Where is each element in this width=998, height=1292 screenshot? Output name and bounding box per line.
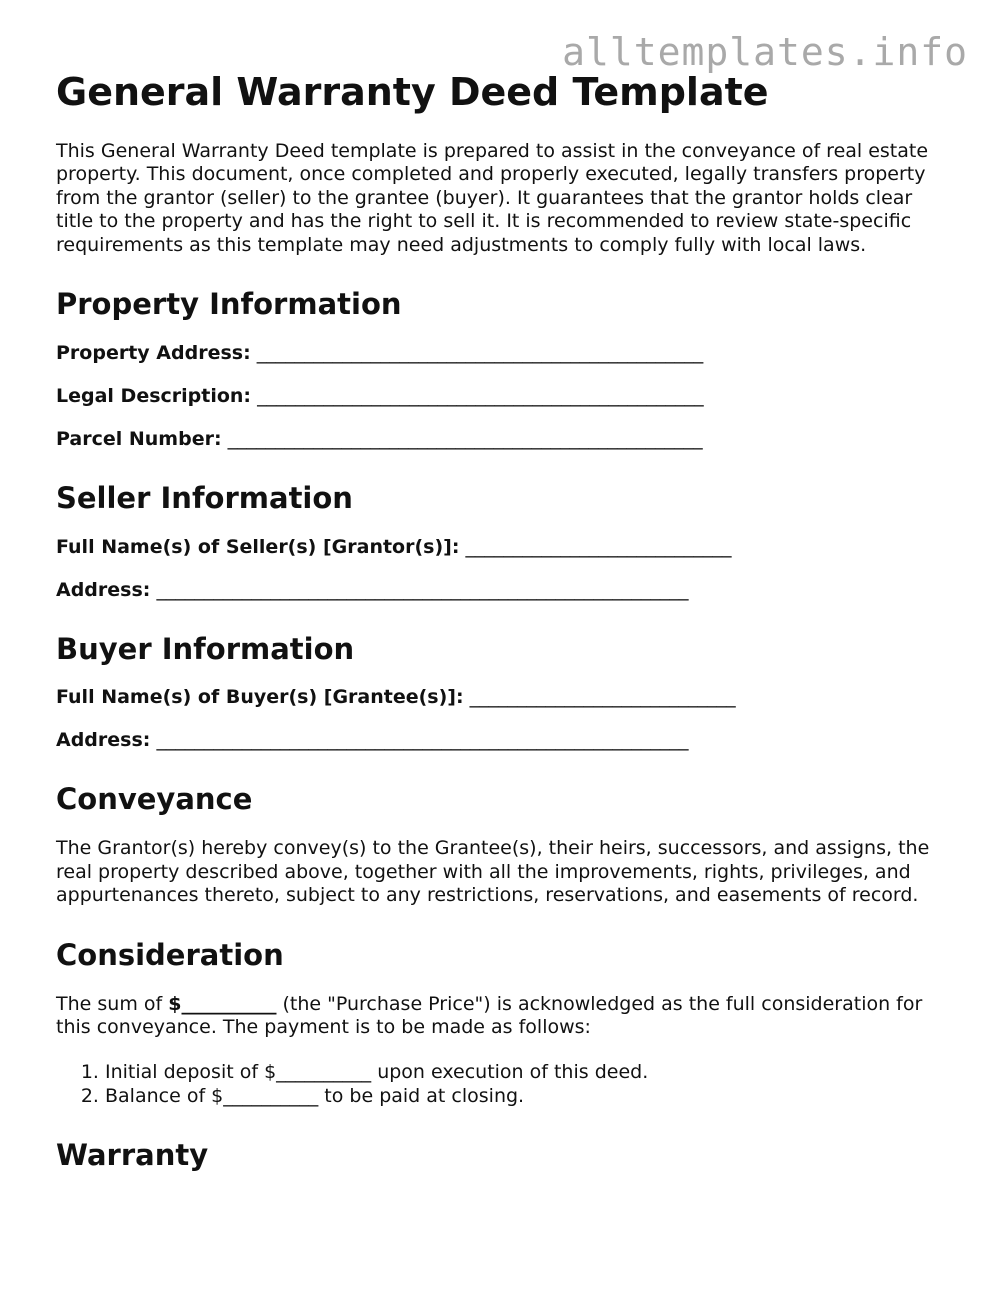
buyer-address-blank[interactable]: ________________________________________________________ <box>156 729 689 752</box>
property-address-blank[interactable]: _______________________________________________ <box>256 341 704 364</box>
property-heading: Property Information <box>56 287 402 322</box>
legal-description-blank[interactable]: _______________________________________________ <box>257 384 704 407</box>
buyer-name-field[interactable] <box>56 686 946 709</box>
list-item: 2. Balance of $__________ to be paid at closing. <box>105 1084 946 1108</box>
purchase-price-blank[interactable]: $__________ <box>168 992 277 1015</box>
consideration-text-start: The sum of <box>56 992 169 1015</box>
buyer-address-field[interactable] <box>56 729 946 752</box>
buyer-name-label: Full Name(s) of Buyer(s) [Grantee(s)]: <box>56 686 464 709</box>
consideration-text-end: (the "Purchase Price") is acknowledged as the full consideration for this conveyance. The payment is to be made as follows: <box>56 992 923 1039</box>
document-page <box>56 70 946 1192</box>
intro-paragraph: This General Warranty Deed template is prepared to assist in the conveyance of real estate property. This document, once completed and properly executed, legally transfers property from the grantor (seller) to the grantee (buyer). It guarantees that the grantor holds clear title to the property and has the right to sell it. It is recommended to review state-specific requirements as this template may need adjustments to comply fully with local laws. <box>56 139 929 256</box>
consideration-paragraph <box>56 993 946 1040</box>
conveyance-paragraph: The Grantor(s) hereby convey(s) to the Grantee(s), their heirs, successors, and assigns, the real property described above, together with all the improvements, rights, privileges, and appurtenances thereto, subject to any restrictions, reservations, and easements of record. <box>56 837 930 907</box>
consideration-heading: Consideration <box>56 937 284 972</box>
seller-name-field[interactable] <box>56 536 946 559</box>
seller-address-blank[interactable]: ________________________________________________________ <box>156 578 689 601</box>
conveyance-heading: Conveyance <box>56 782 253 817</box>
page-title: General Warranty Deed Template <box>56 70 769 114</box>
parcel-number-field[interactable] <box>56 428 946 451</box>
buyer-name-blank[interactable]: ____________________________ <box>469 686 736 709</box>
legal-description-label: Legal Description: <box>56 384 252 407</box>
warranty-heading: Warranty <box>56 1137 209 1172</box>
legal-description-field[interactable] <box>56 385 946 408</box>
payment-list <box>56 1060 946 1108</box>
list-item: 1. Initial deposit of $__________ upon execution of this deed. <box>105 1060 946 1084</box>
parcel-number-blank[interactable]: __________________________________________________ <box>227 427 703 450</box>
seller-name-label: Full Name(s) of Seller(s) [Grantor(s)]: <box>56 535 460 558</box>
parcel-number-label: Parcel Number: <box>56 427 222 450</box>
property-address-field[interactable] <box>56 342 946 365</box>
property-address-label: Property Address: <box>56 341 251 364</box>
seller-address-label: Address: <box>56 578 151 601</box>
seller-heading: Seller Information <box>56 480 353 515</box>
watermark: alltemplates.info <box>562 30 968 74</box>
buyer-address-label: Address: <box>56 729 151 752</box>
seller-name-blank[interactable]: ____________________________ <box>465 535 732 558</box>
seller-address-field[interactable] <box>56 579 946 602</box>
buyer-heading: Buyer Information <box>56 631 355 666</box>
